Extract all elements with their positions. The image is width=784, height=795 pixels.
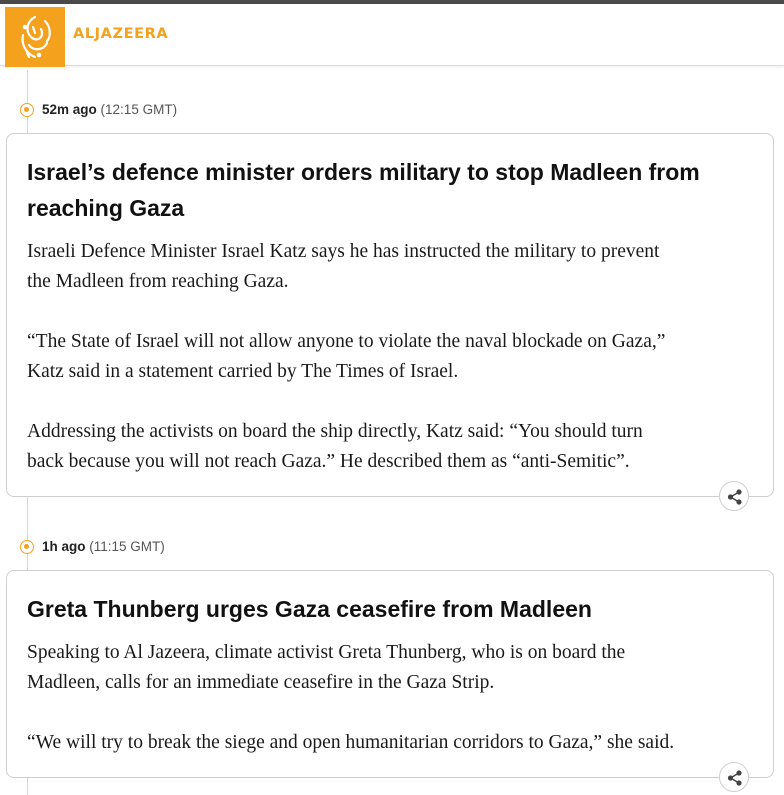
time-absolute: (12:15 GMT) <box>100 102 178 117</box>
post-timestamp <box>42 539 165 554</box>
share-button[interactable] <box>719 481 749 511</box>
paragraph-line: “We will try to break the siege and open humanitarian corridors to Gaza,” she said. <box>27 732 675 753</box>
live-post-card <box>6 133 774 497</box>
post-title-line: reaching Gaza <box>27 195 185 221</box>
post-title-line: Greta Thunberg urges Gaza ceasefire from Madleen <box>27 596 592 622</box>
site-header <box>0 4 784 66</box>
brand-name[interactable]: ALJAZEERA <box>73 26 169 42</box>
post-paragraph <box>27 638 762 698</box>
timeline-marker <box>20 540 34 554</box>
paragraph-line: Speaking to Al Jazeera, climate activist Greta Thunberg, who is on board the <box>27 642 626 663</box>
live-post-card <box>6 570 774 778</box>
time-relative: 1h ago <box>42 539 86 554</box>
time-absolute: (11:15 GMT) <box>89 539 165 554</box>
post-title[interactable] <box>27 154 727 226</box>
paragraph-line: Israeli Defence Minister Israel Katz says he has instructed the military to prevent <box>27 241 660 262</box>
paragraph-line: “The State of Israel will not allow anyone to violate the naval blockade on Gaza,” <box>27 331 666 352</box>
post-paragraph <box>27 327 762 387</box>
post-title[interactable] <box>27 591 727 627</box>
share-button[interactable] <box>719 762 749 792</box>
post-paragraph <box>27 728 762 758</box>
paragraph-line: Addressing the activists on board the ship directly, Katz said: “You should turn <box>27 421 643 442</box>
time-relative: 52m ago <box>42 102 97 117</box>
paragraph-line: Madleen, calls for an immediate ceasefire in the Gaza Strip. <box>27 672 495 693</box>
paragraph-line: Katz said in a statement carried by The Times of Israel. <box>27 361 459 382</box>
post-paragraph <box>27 237 762 297</box>
paragraph-line: the Madleen from reaching Gaza. <box>27 271 289 292</box>
aljazeera-logo-icon[interactable] <box>5 7 65 67</box>
paragraph-line: back because you will not reach Gaza.” He described them as “anti-Semitic”. <box>27 451 630 472</box>
post-paragraph <box>27 417 762 477</box>
timeline-marker <box>20 103 34 117</box>
share-icon <box>726 769 744 787</box>
post-title-line: Israel’s defence minister orders military to stop Madleen from <box>27 159 700 185</box>
share-icon <box>726 488 744 506</box>
post-timestamp <box>42 102 177 117</box>
